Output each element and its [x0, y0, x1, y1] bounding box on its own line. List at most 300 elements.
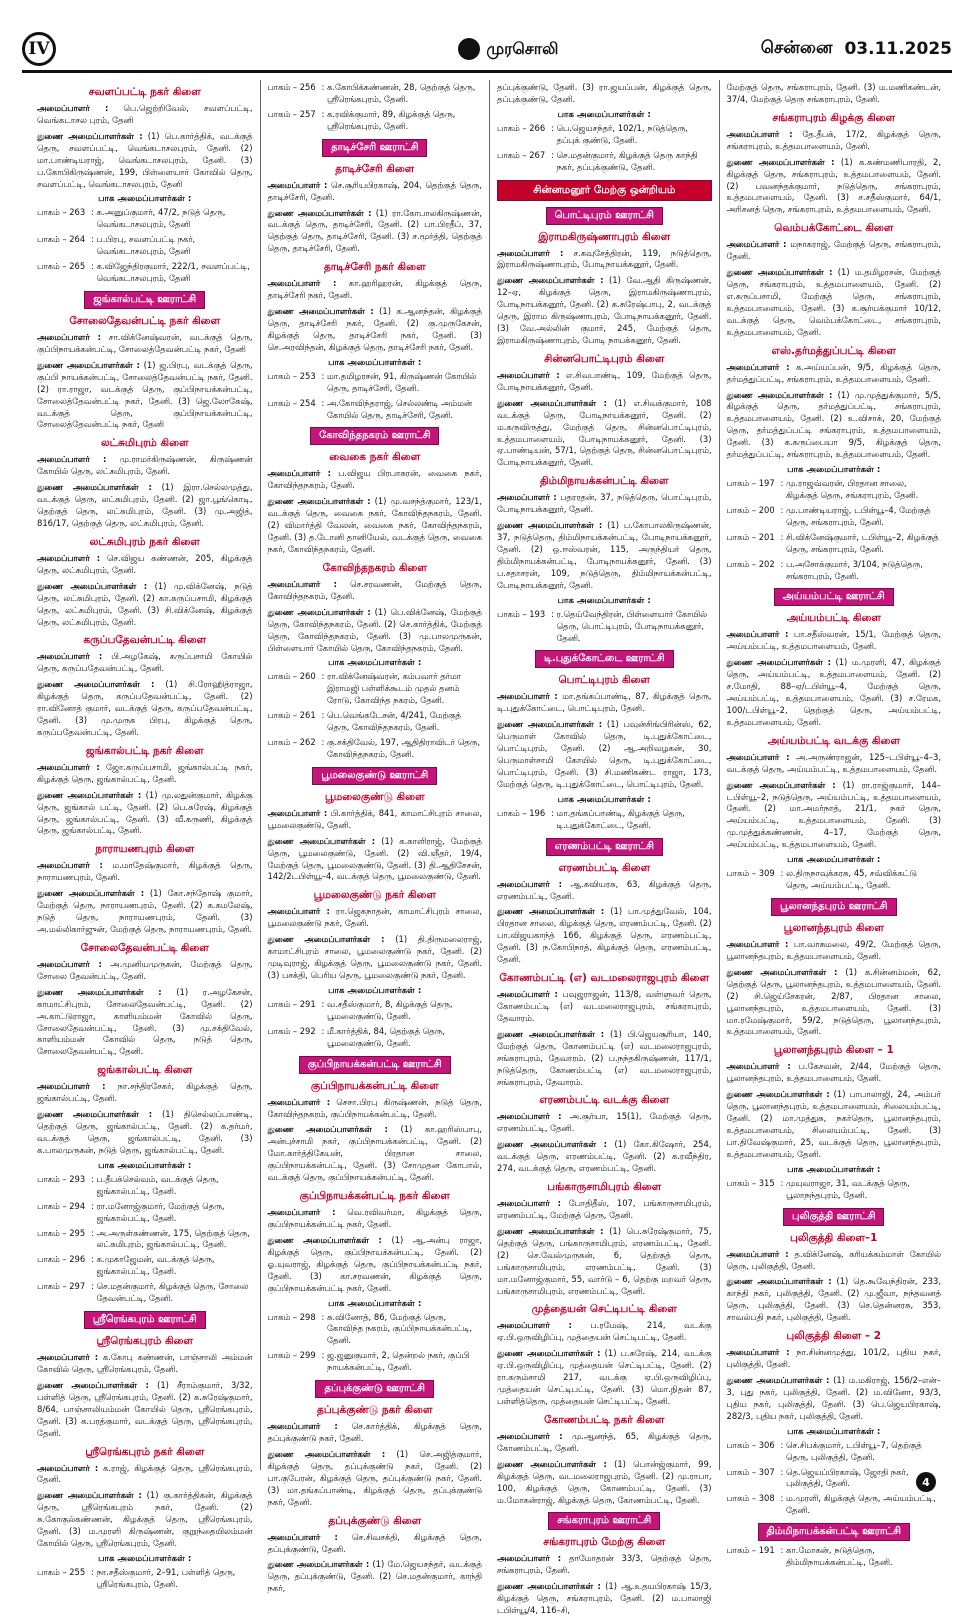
role-label: அமைப்பாளர் :	[497, 1198, 562, 1209]
entry-text: செ.சூரியபிரகாஷ், 204, தெற்குத் தெரு, தாடிச்சேரி, தேனி.	[267, 179, 482, 202]
ward-organiser: சு.வினோத், 86, மேற்குத் தெரு, கோவிந்த நகரம், குப்பிநாயக்கன்பட்டி, தேனி.	[326, 1311, 473, 1346]
deputy-organisers-entry	[268, 934, 483, 982]
ward-organiser: ரா.மனோஜ்குமார், மேற்குத் தெரு, ஜங்கால்பட்டி, தேனி.	[96, 1200, 225, 1223]
ward-number: பாகம் – 265	[37, 261, 86, 272]
role-label: அமைப்பாளர் :	[37, 331, 102, 342]
role-label: துணை அமைப்பாளர்கள் :	[497, 275, 604, 286]
branch-heading: தப்புக்குண்டு கிளை	[328, 1514, 422, 1527]
deputy-organisers-entry	[727, 390, 942, 462]
branch-heading: தப்புக்குண்டு நகர் கிளை	[317, 1404, 433, 1417]
entry-text: க.ராஜ், கிழக்குத் தெரு, ஸ்ரீரெங்கபுரம், தேனி.	[37, 1462, 253, 1485]
ward-organisers-heading: பாக அமைப்பாளர்கள் :	[787, 465, 881, 476]
role-label: அமைப்பாளர் :	[267, 1207, 336, 1218]
ward-organiser: மா.தங்கப்பாண்டி, கிழக்குத் தெரு, டி.புதுக்கோட்டை, தேனி.	[556, 807, 685, 830]
ward-entry	[497, 808, 712, 832]
deputy-organisers-entry	[497, 1348, 712, 1408]
ward-organiser: மு.ராஜவ்வரன், பிரதான சாலை, கிழக்குத் தெரு, சங்கராபுரம், தேனி.	[785, 478, 919, 500]
ward-organiser: ப.அசோக்குமார், 3/104, நடுத்தெரு, சங்கராபுரம், தேனி.	[785, 558, 923, 581]
branch-heading: பங்காருசாமிபுரம் கிளை	[547, 1181, 662, 1194]
ward-entry	[37, 207, 253, 231]
role-label: துணை அமைப்பாளர்கள் :	[497, 1348, 601, 1359]
ward-organiser: அ.அருள்கண்ணன், 175, தெற்குத் தெரு, லட்சுமிபுரம், ஜங்கால்பட்டி, தேனி.	[96, 1227, 251, 1250]
branch-heading: எரணம்பட்டி கிளை	[558, 861, 651, 874]
deputy-organisers-entry	[37, 131, 253, 191]
role-label: அமைப்பாளர் :	[497, 691, 558, 702]
branch-heading: புலிகுத்தி கிளை–1	[790, 1231, 878, 1244]
deputy-organisers-entry	[37, 1380, 253, 1440]
branch-heading: ஜங்கால்பட்டி கிளை	[97, 1064, 193, 1077]
branch-heading: முத்தையன் செட்டிபட்டி கிளை	[531, 1303, 677, 1316]
ward-organiser: அ.கோவிந்தராஜ், செல்லண்டி அம்மன் கோயில் தெரு, தாடிச்சேரி, தேனி.	[326, 397, 472, 420]
masthead-divider	[22, 70, 952, 73]
role-label: துணை அமைப்பாளர்கள் :	[37, 888, 145, 899]
branch-heading: சோலைதேவன்பட்டி நகர் கிளை	[69, 314, 221, 327]
ward-organiser: பெ.வெங்கடேசன், 4/241, மேற்குத் தெரு, கோவிந்தநகரம், தேனி.	[326, 710, 462, 733]
entry-text: ஆ.கவியரசு, 63, கிழக்குத் தெரு, எரணம்பட்டி, தேனி.	[497, 878, 712, 901]
entry-text: அ.சூர்யா, 15(1), மேற்குத் தெரு, எரணம்பட்டி, தேனி.	[497, 1111, 712, 1134]
role-label: அமைப்பாளர் :	[726, 1061, 791, 1072]
entry-text: பவுஜராஜன், 113/8, வள்ளுவர் தெரு, கோணம்பட்டி (எ) வடமலைராஜபுரம், சங்கராபுரம், தேவாரம்.	[497, 989, 712, 1023]
ward-entry	[727, 1178, 942, 1202]
ward-number: பாகம் – 267	[497, 149, 546, 160]
branch-heading: ஸ்ரீரெங்கபுரம் கிளை	[96, 1335, 194, 1348]
role-label: அமைப்பாளர் :	[726, 361, 790, 372]
deputy-organisers-entry	[268, 306, 483, 354]
ward-organiser: மீ.கார்த்திக், 84, தெற்குத் தெரு, பூமலைகுண்டு, தேனி.	[326, 1025, 446, 1048]
ward-separator: :	[91, 1173, 97, 1184]
deputy-organisers-entry	[497, 1139, 712, 1175]
ward-entry	[497, 150, 712, 174]
entry-text: அ.அருண்ராஜன், 125–டபிள்யூ–4–3, வடக்குத் தெரு, அய்யம்பட்டி, உத்தமபாளையம், தேனி.	[726, 751, 941, 774]
entry-text: செசா.பிரபு கிருஷ்ணன், நடுத் தெரு, கோவிந்தநகரம், குப்பிநாயக்கன்பட்டி, தேனி.	[267, 1096, 482, 1119]
panchayat-band: ஜங்கால்பட்டி ஊராட்சி	[84, 291, 205, 309]
entry-text: பா.சதீஸ்வரன், 15/1, மேற்குத் தெரு, அய்யம்பட்டி, உத்தமபாளையம், தேனி.	[726, 629, 941, 652]
organiser-entry	[497, 370, 712, 394]
role-label: அமைப்பாளர் :	[726, 751, 790, 762]
entry-text: கா.ஹரிஹரன், கிழக்குத் தெரு, தாடிச்சேரி நகர், தேனி.	[267, 278, 482, 301]
organiser-entry	[497, 1111, 712, 1135]
ward-organiser: க.விஜேந்திரகுமார், 222/1, சவளப்பட்டி, வெங்கடாசலபுரம், தேனி	[96, 261, 250, 284]
panchayat-band: தாடிச்சேரி ஊராட்சி	[322, 139, 427, 157]
entry-text: தே.தீபக், 17/2, கிழக்குத் தெரு, சங்கராபுரம், உத்தமபாளையம், தேனி.	[726, 128, 941, 151]
entry-text: வெ.ரவிவர்மா, கிழக்குத் தெரு, குப்பிநாயக்கன்பட்டி நகர், தேனி.	[267, 1207, 482, 1229]
entry-text: பா.வாசுமலை, 49/2, மேற்குத் தெரு, பூலானந்தபுரம், உத்தமபாளையம், தேனி.	[726, 939, 941, 961]
branch-heading: பூமலைகுண்டு கிளை	[324, 790, 425, 803]
deputy-organisers-entry	[37, 888, 253, 936]
ward-organiser: க.முகாஜேமன், வடக்குத் தெரு, ஜங்கால்பட்டி, தேனி.	[96, 1254, 215, 1277]
deputy-organisers-entry	[497, 719, 712, 791]
page-number: 4	[916, 1472, 936, 1492]
ward-entry	[268, 371, 483, 395]
ward-separator: :	[780, 1439, 786, 1450]
ward-entry	[268, 1026, 483, 1050]
ward-entry	[268, 398, 483, 422]
role-label: துணை அமைப்பாளர்கள் :	[497, 520, 603, 531]
entry-text: (1) கா.ஹரிஸ்பாபு, அன்புச்சாமி நகர், குப்பிநாயக்கன்பட்டி, தேனி. (2) மோ.கார்த்திகேயன், பிரதான சாலை, குப்பிநாயக்கன்பட்டி, தேனி. (3) சோமுதன கோபால், வடக்குத் தெரு, குப்பிநாயக்கன்பட்டி, தேனி.	[267, 1124, 483, 1183]
role-label: துணை அமைப்பாளர்கள் :	[726, 966, 838, 977]
deputy-organisers-entry	[37, 581, 253, 629]
organiser-entry	[727, 939, 942, 963]
organiser-entry	[37, 1081, 253, 1105]
entry-text: ப.விஜய பிரபாகரன், வைகை நகர், கோவிந்தநகரம், தேனி.	[267, 468, 482, 491]
ward-separator: :	[321, 108, 327, 119]
ward-organiser: முயுவராஜா, 31, வடக்குத் தெரு, பூலாநந்தபுரம், தேனி.	[785, 1177, 910, 1200]
ward-number: பாகம் – 263	[37, 207, 86, 218]
entry-text: நா.சந்திரசேகர், கிழக்குத் தெரு, ஜங்கால்பட்டி, தேனி.	[37, 1081, 253, 1104]
deputy-organisers-entry	[497, 275, 712, 347]
ward-number: பாகம் – 257	[267, 108, 316, 119]
ward-separator: :	[551, 608, 557, 619]
column-2	[260, 80, 490, 1594]
deputy-organisers-entry	[497, 1226, 712, 1298]
ward-organiser: ல.திருநாவுக்கரசு, 45, சவ்விக்கட்டு தெரு, அய்யம்பட்டி, தேனி.	[785, 868, 917, 891]
ward-separator: :	[551, 807, 557, 818]
ward-number: பாகம் – 254	[267, 397, 316, 408]
role-label: துணை அமைப்பாளர்கள் :	[37, 1109, 153, 1120]
ward-separator: :	[321, 370, 327, 381]
ward-organisers-heading: பாக அமைப்பாளர்கள் :	[787, 1164, 881, 1175]
role-label: அமைப்பாளர் :	[726, 939, 789, 950]
ward-number: பாகம் – 307	[726, 1466, 775, 1477]
ward-organiser: ம.முரளி, கிழக்குத் தெரு, அய்யம்பட்டி, தேனி.	[785, 1493, 936, 1516]
organiser-entry	[37, 454, 253, 478]
branch-heading: அய்யம்பட்டி கிளை	[786, 612, 881, 625]
ward-separator: :	[91, 234, 97, 245]
role-label: துணை அமைப்பாளர்கள் :	[497, 1028, 605, 1039]
entry-text: சா.விக்னேஷ்வரன், வடக்குத் தெரு, குப்பிநாயக்கன்பட்டி, சோலைத்தேவன்பட்டி நகர், தேனி	[37, 331, 253, 354]
ward-number: பாகம் – 293	[37, 1173, 86, 1184]
branch-heading: புலிகுத்தி கிளை – 2	[786, 1330, 882, 1343]
organiser-entry	[268, 180, 483, 204]
branch-heading: நாராயணபுரம் கிளை	[95, 843, 195, 856]
deputy-organisers-entry	[37, 482, 253, 530]
role-label: அமைப்பாளர் :	[267, 1421, 338, 1432]
ward-entry	[497, 609, 712, 645]
entry-text: ப.கேசவன், 2/44, மேற்குத் தெரு, பூலானந்தபுரம், உத்தமபாளையம், தேனி.	[726, 1061, 941, 1084]
role-label: துணை அமைப்பாளர்கள் :	[726, 657, 831, 668]
role-label: துணை அமைப்பாளர்கள் :	[497, 719, 603, 730]
branch-heading: பூலானந்தபுரம் கிளை	[783, 922, 884, 935]
role-label: துணை அமைப்பாளர்கள் :	[37, 580, 148, 591]
ward-organisers-heading: பாக அமைப்பாளர்கள் :	[98, 1553, 192, 1564]
deputy-organisers-entry	[727, 267, 942, 339]
entry-text: (1) மு.லதுன்குமார், கிழக்கு தெரு, ஜங்கால் பட்டி, தேனி. (2) பெ.சுரேஷ், கிழக்குத் தெரு, ஜங்கால்பட்டி, தேனி. (3) வீ.கருணி, கிழக்குத் தெரு, ஜங்கால்பட்டி, தேனி.	[37, 789, 253, 836]
organiser-entry	[727, 1347, 942, 1371]
role-label: துணை அமைப்பாளர்கள் :	[497, 1225, 604, 1236]
ward-entry	[268, 82, 483, 106]
role-label: அமைப்பாளர் :	[497, 989, 558, 1000]
ward-number: பாகம் – 309	[726, 868, 775, 879]
branch-heading: பூலானந்தபுரம் கிளை – 1	[773, 1044, 894, 1057]
branch-heading: குப்பிநாயக்கன்பட்டி நகர் கிளை	[299, 1190, 450, 1203]
entry-text: (1) பவுன்சிங்பிரின்ஸ், 62, பெருமாள் கோவில் தெரு, டி.புதுக்கோட்டை, பொட்டிபுரம், தேனி. (2) ஆ.அறிவழகன், 30, பெருமாள்சாமி கோயில் தெரு, டி.புதுக்கோட்டை, பொட்டிபுரம், தேனி. (3) சி.மணிகண்ட ராஜா, 173, மேற்குத் தெரு, டி.புதுக்கோட்டை, பொட்டிபுரம், தேனி.	[497, 719, 712, 789]
role-label: துணை அமைப்பாளர்கள் :	[267, 207, 372, 218]
role-label: துணை அமைப்பாளர்கள் :	[726, 1374, 830, 1385]
deputy-organisers-entry	[727, 1089, 942, 1161]
role-label: அமைப்பாளர் :	[267, 906, 330, 917]
ward-organiser: நா.சதீஸ்குமார், 2–91, பள்ளித் தெரு, ஸ்ரீரெங்கபுரம், தேனி.	[96, 1566, 236, 1589]
role-label: துணை அமைப்பாளர்கள் :	[267, 835, 376, 846]
ward-separator: :	[91, 1566, 97, 1577]
entry-text: (1) பா.முத்துவேல், 104, பிரதான சாலை, கிழக்குத் தெரு, எரணம்பட்டி, தேனி. (2) பா.விஜயகாந்த் 166, கிழக்குத் தெரு, எரணம்பட்டி, தேனி. (3) ந.கோபிநாத், கிழக்குத் தெரு, எரணம்பட்டி, தேனி.	[497, 906, 712, 965]
organiser-entry	[727, 362, 942, 386]
deputy-organisers-entry	[497, 398, 712, 470]
branch-heading: எரணம்பட்டி வடக்கு கிளை	[539, 1094, 670, 1107]
deputy-organisers-entry	[268, 1235, 483, 1295]
role-label: துணை அமைப்பாளர்கள் :	[497, 906, 605, 917]
ward-entry	[727, 505, 942, 529]
role-label: அமைப்பாளர் :	[37, 1081, 106, 1092]
deputy-organisers-entry	[37, 679, 253, 739]
organiser-entry	[268, 278, 483, 302]
role-label: துணை அமைப்பாளர்கள் :	[726, 267, 833, 278]
branch-heading: திம்மிநாயக்கன்பட்டி கிளை	[540, 475, 669, 488]
role-label: அமைப்பாளர் :	[37, 1462, 99, 1473]
entry-text: (1) ரா.கோபாலகிருஷ்ணன், வடக்குத் தெரு, தாடிச்சேரி, தேனி. (2) பா.பிரதீப், 37, தெற்குத் தெரு, தாடிச்சேரி, தேனி. (3) ச.மூர்த்தி, தெற்குத் தெரு, தாடிச்சேரி, தேனி.	[267, 207, 482, 254]
ward-organisers-heading: பாக அமைப்பாளர்கள் :	[557, 595, 651, 606]
ward-separator: :	[780, 531, 786, 542]
entry-text: (1) இரா.செல்லமுத்து, வடக்குத் தெரு, லட்சுமிபுரம், தேனி. (2) ஜா.பூங்கொடி, தெற்குத் தெரு, லட்சுமிபுரம், தேனி. (3) மு.அஜித், 816/17, தெற்குத் தெரு, லட்சுமிபுரம், தேனி.	[37, 482, 253, 528]
ward-entry	[727, 1467, 942, 1491]
ward-entry	[497, 123, 712, 147]
panchayat-band: கோவிந்தநகரம் ஊராட்சி	[310, 427, 439, 445]
ward-number: பாகம் – 306	[726, 1439, 775, 1450]
entry-text: (1) ஜ.பிரபு, வடக்குத் தெரு, குப்பி நாயக்கன்பட்டி, சோலைத்தேவன்பட்டி நகர், தேனி. (2) ரா.ராஜா, வடக்குத் தெரு, குப்பிநாயக்கன்பட்டி, சோலைத்தேவன்பட்டி நகர், தேனி. (3) ஜெ.லோகேஷ், வடக்குத் தெரு, குப்பிநாயக்கன்பட்டி, சோலைத்தேவன்பட்டி நகர், தேனி	[37, 359, 253, 430]
role-label: அமைப்பாளர் :	[497, 1320, 572, 1331]
entry-text: (1) க.சின்னம்மன், 62, தெற்குத் தெரு, பூலானந்தபுரம், உத்தமபாளையம், தேனி. (2) சி.ஜெய்சேகரன், 2/87, பிரதான சாலை, பூலானந்தபுரம், உத்தமபாளையம், தேனி. (3) மா.ரமேஷ்குமார், 59/2, நடுத்தெரு, பூலானந்தபுரம், உத்தமபாளையம், தேனி.	[726, 966, 941, 1037]
ward-organisers-heading: பாக அமைப்பாளர்கள் :	[98, 194, 192, 205]
panchayat-band: டி.புதுக்கோட்டை ஊராட்சி	[535, 650, 674, 668]
role-label: துணை அமைப்பாளர்கள் :	[37, 130, 143, 141]
ward-entry	[268, 1312, 483, 1348]
role-label: அமைப்பாளர் :	[726, 1347, 790, 1358]
entry-text: ம.மாதேஷ்குமார், கிழக்குத் தெரு, நாராயணபுரம், தேனி.	[37, 860, 253, 883]
organiser-entry	[37, 553, 253, 577]
ward-number: பாகம் – 292	[267, 1025, 316, 1036]
role-label: துணை அமைப்பாளர்கள் :	[726, 1276, 832, 1287]
entry-text: செ.சிவசக்தி, கிழக்குத் தெரு, தப்புக்குண்டு, தேனி.	[267, 1531, 482, 1554]
role-label: துணை அமைப்பாளர்கள் :	[497, 397, 607, 408]
entry-text: (1) சி.ரோஹித்ராஜா, கிழக்குத் தெரு, கருப்பதேவன்பட்டி, தேனி. (2) ரா.வினோத் குமார், வடக்குத் தெரு, கருப்பதேவன்பட்டி, தேனி. (3) மு.முருக பிரபு, கிழக்குத் தெரு, கருப்பதேவன்பட்டி, தேனி.	[37, 679, 253, 737]
branch-heading: கருப்பதேவன்பட்டி கிளை	[83, 634, 207, 647]
ward-number: பாகம் – 256	[267, 82, 316, 92]
ward-entry	[727, 868, 942, 892]
deputy-organisers-entry	[727, 967, 942, 1039]
entry-text: (1) மு.வசந்த்குமார், 123/1, வடக்குத் தெரு, வைகை நகர், கோவிந்தநகரம், தேனி. (2) விமார்த்தி வேலன், வைகை நகர், கோவிந்தநகரம், தேனி. (3) த.டோனி தானியேல், வடக்குத் தெரு, வைகை நகர், கோவிந்தநகரம், தேனி.	[267, 496, 482, 554]
branch-heading: லட்சுமிபுரம் கிளை	[100, 437, 189, 450]
branch-heading: ஜங்கால்பட்டி நகர் கிளை	[85, 744, 204, 757]
panchayat-band: பூமலைகுண்டு ஊராட்சி	[312, 767, 437, 785]
entry-text: போதிதீஸ், 107, பங்காருசாமிபுரம், எரணம்பட்டி, மேற்குத் தெரு, தேனி.	[497, 1198, 712, 1220]
role-label: அமைப்பாளர் :	[497, 1430, 563, 1441]
role-label: துணை அமைப்பாளர்கள் :	[37, 986, 162, 997]
ward-number: பாகம் – 255	[37, 1566, 86, 1577]
branch-heading: கோணம்பட்டி (எ) வடமலைராஜபுரம் கிளை	[499, 972, 710, 985]
organiser-entry	[497, 248, 712, 272]
role-label: அமைப்பாளர் :	[497, 492, 557, 503]
ward-number: பாகம் – 266	[497, 122, 546, 133]
organiser-entry	[497, 879, 712, 903]
ward-number: பாகம் – 201	[726, 531, 775, 542]
entry-text: (1) வே.ஆதி கிருஷ்ணன், 12–ஏ, கிழக்குத் தெரு, இராமகிருஷ்ணாபுரம், போடிநாயக்கனூர், தேனி. (2) க.சுரேஷ்பாபு, 2, வடக்குத் தெரு, இராம கிருஷ்ணாபுரம், போடிநாயக்கனூர், தேனி. (3) வே.அல்லின் குமார், 245, மேற்குத் தெரு, இராமகிருஷ்ணாபுரம், போடி நாயக்கனூர், தேனி.	[497, 275, 712, 345]
panchayat-band: ஸ்ரீரெங்கபுரம் ஊராட்சி	[84, 1311, 206, 1329]
ward-separator: :	[321, 1025, 327, 1036]
ward-organiser: ர.தெய்வேந்திரன், பிள்ளையார் கோயில் தெரு, பொட்டிபுரம், போடிநாயக்கனூர், தேனி.	[556, 608, 708, 643]
entry-text: செ.சரவணன், மேற்குத் தெரு, கோவிந்தநகரம், தேனி.	[267, 578, 482, 601]
deputy-organisers-entry	[497, 520, 712, 592]
ward-organiser: செ.மதன்குமார், கிழக்குத் தெரு, சோலை தேவன்பட்டி, தேனி.	[96, 1281, 249, 1304]
organiser-entry	[727, 129, 942, 153]
organiser-entry	[268, 1207, 483, 1231]
branch-heading: தாடிச்சேரி நகர் கிளை	[323, 261, 426, 274]
role-label: அமைப்பாளர் :	[37, 860, 103, 871]
ward-separator: :	[780, 1466, 786, 1477]
ward-entry	[268, 710, 483, 734]
role-label: அமைப்பாளர் :	[726, 629, 789, 640]
deputy-organisers-entry	[727, 1375, 942, 1423]
ward-entry	[727, 1545, 942, 1569]
entry-text: (1) சீராம்குமார், 3/32, பள்ளித் தெரு, ஸ்ரீரெங்கபுரம், தேனி. (2) க.சுரேஷ்குமார், 8/64, பாஞ்சாலியம்மன் கோயில் தெரு, ஸ்ரீரெங்கபுரம், தேனி. (3) க.பரத்குமார், வடக்குத் தெரு, ஸ்ரீரெங்கபுரம், தேனி.	[37, 1379, 253, 1438]
ward-number: பாகம் – 308	[726, 1493, 775, 1504]
role-label: துணை அமைப்பாளர்கள் :	[267, 1124, 388, 1135]
organiser-entry	[727, 239, 942, 263]
role-label: அமைப்பாளர் :	[497, 1553, 562, 1564]
ward-number: பாகம் – 200	[726, 504, 775, 515]
role-label: அமைப்பாளர் :	[726, 239, 787, 250]
role-label: துணை அமைப்பாளர்கள் :	[726, 779, 836, 790]
ward-number: பாகம் – 191	[726, 1545, 775, 1556]
edition-label: சென்னை	[760, 38, 833, 58]
ward-separator: :	[780, 1545, 786, 1556]
entry-text: (1) க.ஆனந்தன், கிழக்குத் தெரு, தாடிச்சேரி நகர், தேனி. (2) கு.முருகேசன், கிழக்குத் தெரு, தாடிச்சேரி நகர், தேனி. (3) செ.அரவிந்தன், கிழக்குத் தெரு, தாடிச்சேரி நகர், தேனி.	[267, 306, 482, 352]
entry-text: (1) பெ.கார்த்திக், வடக்குத் தெரு, சவளப்பட்டி, வெங்கடாசலபுரம், தேனி. (2) மா.பாண்டியராஜ், வெங்கடாசலபுரம், தேனி. (3) ப.கோபிகிருஷ்ணன், 199, பிள்ளையார் கோவில் தெரு, சவளப்பட்டி, வெங்கடாசலபுரம், தேனி	[37, 130, 253, 189]
organiser-entry	[727, 1249, 942, 1273]
issue-date: 03.11.2025	[844, 39, 952, 59]
branch-heading: சின்னபொட்டிபுரம் கிளை	[544, 352, 665, 365]
ward-separator: :	[780, 504, 786, 515]
ward-organisers-heading: பாக அமைப்பாளர்கள் :	[787, 855, 881, 866]
ward-entry	[37, 1228, 253, 1252]
continued-text: தப்புக்குண்டு, தேனி. (3) ரா.ஜயப்பன், கிழக்குத் தெரு, தப்புக்குண்டு, தேனி.	[497, 82, 712, 104]
ward-separator: :	[91, 207, 97, 218]
ward-number: பாகம் – 202	[726, 558, 775, 569]
entry-text: (1) ம.மகிராஜ், 156/2–என்–3, புது நகர், புலிகுத்தி, தேனி. (2) ம.வினோ, 93/3, புதிய நகர், புலிகுத்தி, தேனி. (3) பெ.ஜெயபிரகாஷ், 282/3, புதிய நகர், புலிகுத்தி, தேனி.	[726, 1374, 941, 1421]
ward-organiser: சி.விக்னேஷ்குமார், டபிள்யூ–2, கிழக்குத் தெரு, சங்கராபுரம், தேனி.	[785, 531, 939, 554]
entry-text: (1) ம.தமிழரசன், மேற்குத் தெரு, சங்கராபுரம், உத்தமபாளையம், தேனி. (2) எ.கருப்பசாமி, மேற்குத் தெரு, சங்கராபுரம், உத்தமபாளையம், தேனி. (3) க.சூர்யக்குமார் 10/12, வடக்குத் தெரு, வெம்பக்கோட்டை, சங்கராபுரம், உத்தமபாளையம், தேனி.	[726, 267, 941, 337]
role-label: அமைப்பாளர் :	[37, 103, 109, 113]
deputy-organisers-entry	[268, 1124, 483, 1184]
entry-text: தாமோதரன் 33/3, தெற்குத் தெரு, சங்கராபுரம், தேனி.	[497, 1553, 712, 1576]
entry-text: பி.அழகேஷ், கருப்பசாமி கோயில் தெரு, கருப்பதேவன்பட்டி, தேனி.	[37, 651, 253, 674]
role-label: அமைப்பாளர் :	[726, 128, 793, 139]
branch-heading: லட்சுமிபுரம் நகர் கிளை	[89, 535, 200, 548]
masthead	[22, 30, 952, 68]
role-label: அமைப்பாளர் :	[497, 878, 562, 889]
ward-entry	[727, 478, 942, 502]
organiser-entry	[497, 1431, 712, 1455]
ward-organiser: க.அனுப்குமார், 47/2, நடுத் தெரு, வெங்கடாசலபுரம், தேனி	[96, 207, 226, 230]
ward-entry	[727, 559, 942, 583]
role-label: துணை அமைப்பாளர்கள் :	[37, 482, 152, 493]
deputy-organisers-entry	[268, 208, 483, 256]
deputy-organisers-entry	[37, 1109, 253, 1157]
role-label: துணை அமைப்பாளர்கள் :	[37, 1379, 149, 1390]
role-label: அமைப்பாளர் :	[37, 1352, 99, 1363]
role-label: துணை அமைப்பாளர்கள் :	[267, 1448, 386, 1459]
entry-text: த.விக்னேஷ், கரியக்கம்மாள் கோயில் தெரு, புலிகுத்தி, தேனி.	[726, 1248, 941, 1271]
role-label: அமைப்பாளர் :	[267, 807, 328, 818]
panchayat-band: சங்கராபுரம் ஊராட்சி	[548, 1512, 660, 1530]
ward-organiser: க.கோபிக்கண்ணன், 28, தெற்குத் தெரு, ஸ்ரீரெங்கபுரம், தேனி.	[326, 82, 476, 104]
branch-heading: பொட்டிபுரம் கிளை	[558, 674, 651, 687]
organiser-entry	[268, 808, 483, 832]
role-label: துணை அமைப்பாளர்கள் :	[37, 789, 142, 800]
panchayat-band: அய்யம்பட்டி ஊராட்சி	[774, 588, 894, 606]
ward-separator: :	[321, 671, 327, 682]
entry-text: (1) ப.சுரேஷ், 214, வடக்கு ஏ.பி.ஒருவிழிப்பு, முத்தையன் செட்டிபட்டி, தேனி. (2) ரா.கரும்சாமி 217, வடக்கு ஏ.பி.ஒருவிழிப்பு, முத்தையன் செட்டிபட்டி, தேனி. (3) மொ.நிதன் 87, பள்ளித்தெரு, முத்தையன் செட்டிபட்டி, தேனி.	[497, 1348, 712, 1406]
ward-organiser: தெ.ஜெயப்பிரகாஷ், ஜோதி நகர், புலிகுத்தி, தேனி.	[785, 1466, 909, 1489]
ward-organiser: ரா.விக்னேஷ்வரன், கம்பவார் தர்மா இராமஜி பள்ளிக்கூடம் முதல் தனம் ரோடு, கோவிந்த நகரம், தேனி.	[326, 671, 462, 706]
organiser-entry	[37, 651, 253, 675]
ward-entry	[268, 671, 483, 707]
ward-entry	[37, 234, 253, 258]
role-label: அமைப்பாளர் :	[726, 1248, 789, 1259]
ward-number: பாகம் – 264	[37, 234, 86, 245]
role-label: துணை அமைப்பாளர்கள் :	[726, 389, 833, 400]
newspaper-logo-icon	[458, 38, 480, 60]
entry-text: பதரரதன், 37, நடுத்தெரு, பொட்டிபுரம், போடிநாயக்கனூர், தேனி.	[497, 492, 712, 515]
entry-text: எ.சிவபாண்டி, 109, மேற்குத் தெரு, போடிநாயக்கனூர், தேனி.	[497, 369, 712, 392]
role-label: அமைப்பாளர் :	[267, 278, 337, 289]
ward-number: பாகம் – 262	[267, 737, 316, 748]
role-label: துணை அமைப்பாளர்கள் :	[497, 1139, 608, 1150]
ward-organiser: வ.சதீஸ்குமார், 8, கிழக்குத் தெரு, பூமலைகுண்டு, தேனி.	[326, 998, 453, 1021]
ward-organiser: கு.சக்திவேல், 197, ஆதிதிராவிடர் தெரு, கோவிந்தநகரம், தேனி.	[326, 737, 481, 759]
ward-number: பாகம் – 297	[37, 1281, 86, 1292]
entry-text: (1) கு.கார்த்திகன், கிழக்குத் தெரு, ஸ்ரீரெங்கபுரம் நகர், தேனி. (2) சு.கோகுல்கண்ணன், கிழக்குத் தெரு, ஸ்ரீரெங்கபுரம், தேனி. (3) ம.முரளி கிருஷ்ணன், குறுந்தையிலம்மன் கோயில் தெரு, ஸ்ரீரெங்கபுரம், தேனி.	[37, 1490, 253, 1549]
newspaper-name: முரசொலி	[486, 38, 559, 58]
page-section-badge: IV	[22, 32, 56, 66]
ward-entry	[37, 261, 253, 285]
entry-text: மநாகராஜ், மேற்குத் தெரு, சங்கராபுரம், தேனி.	[726, 239, 941, 262]
panchayat-band: பொட்டிபுரம் ஊராட்சி	[546, 207, 663, 225]
role-label: அமைப்பாளர் :	[497, 247, 564, 258]
ward-number: பாகம் – 253	[267, 370, 316, 381]
deputy-organisers-entry	[497, 1581, 712, 1617]
entry-text: (1) ம.முரளி, 47, கிழக்குத் தெரு, அய்யம்பட்டி, உத்தமபாளையம், தேனி. (2) ச.மோதி, 88–ஏ/டபிள்யூ–4, மேற்குத் தெரு, அய்யம்பட்டி, உத்தமபாளையம், தேனி. (3) ச.ரேமக, 100/டபிள்யூ–2, தெற்குத் தெரு, அய்யம்பட்டி, உத்தமபாளையம், தேனி.	[726, 657, 941, 727]
role-label: துணை அமைப்பாளர்கள் :	[37, 1490, 142, 1501]
deputy-organisers-entry	[268, 1559, 483, 1595]
ward-separator: :	[780, 868, 786, 879]
entry-text: ஜோ.கருப்பசாமி, ஜங்கால்பட்டி நகர், கிழக்குத் தெரு, ஜங்கால்பட்டி, தேனி.	[37, 761, 253, 784]
entry-text: (1) கோ.சந்தோஷ் குமார், மேற்குத் தெரு, நாராயணபுரம், தேனி. (2) க.கமலேஷ், நடுத் தெரு, நாராயணபுரம், தேனி. (3) அ.மல்லிகார்ஜுன், மேற்குத் தெரு, நாராயணபுரம், தேனி.	[37, 888, 253, 935]
organiser-entry	[37, 959, 253, 983]
entry-text: நா.சின்னமுத்து, 101/2, புதிய நகர், புலிகுத்தி, தேனி.	[726, 1347, 941, 1370]
masthead-center	[256, 38, 761, 60]
ward-separator: :	[91, 1200, 97, 1211]
organiser-entry	[497, 492, 712, 516]
role-label: அமைப்பாளர் :	[267, 179, 328, 190]
organiser-entry	[37, 103, 253, 127]
ward-number: பாகம் – 299	[267, 1350, 316, 1361]
ward-organisers-heading: பாக அமைப்பாளர்கள் :	[328, 985, 422, 996]
continued-text: மேற்குத் தெரு, சங்கராபுரம், தேனி. (3) ம.மணிகண்டன், 37/4, மேற்குத் தெரு சங்கராபுரம், தேனி.	[726, 82, 941, 104]
entry-text: (1) ஆ.அன்பு ராஜா, கிழக்குத் தெரு, குப்பிநாயக்கன்பட்டி, தேனி. (2) ஓ.யுவராஜ், கிழக்குத் தெரு, குப்பிநாயக்கன்பட்டி நகர், தேனி. (3) கா.சரவணன், கிழக்குத் தெரு, குப்பிநாயக்கன்பட்டி நகர், தேனி.	[267, 1234, 483, 1293]
ward-organisers-heading: பாக அமைப்பாளர்கள் :	[98, 1160, 192, 1171]
branch-heading: அய்யம்பட்டி வடக்கு கிளை	[767, 734, 900, 747]
ward-separator: :	[91, 1281, 97, 1292]
ward-entry	[727, 1440, 942, 1464]
